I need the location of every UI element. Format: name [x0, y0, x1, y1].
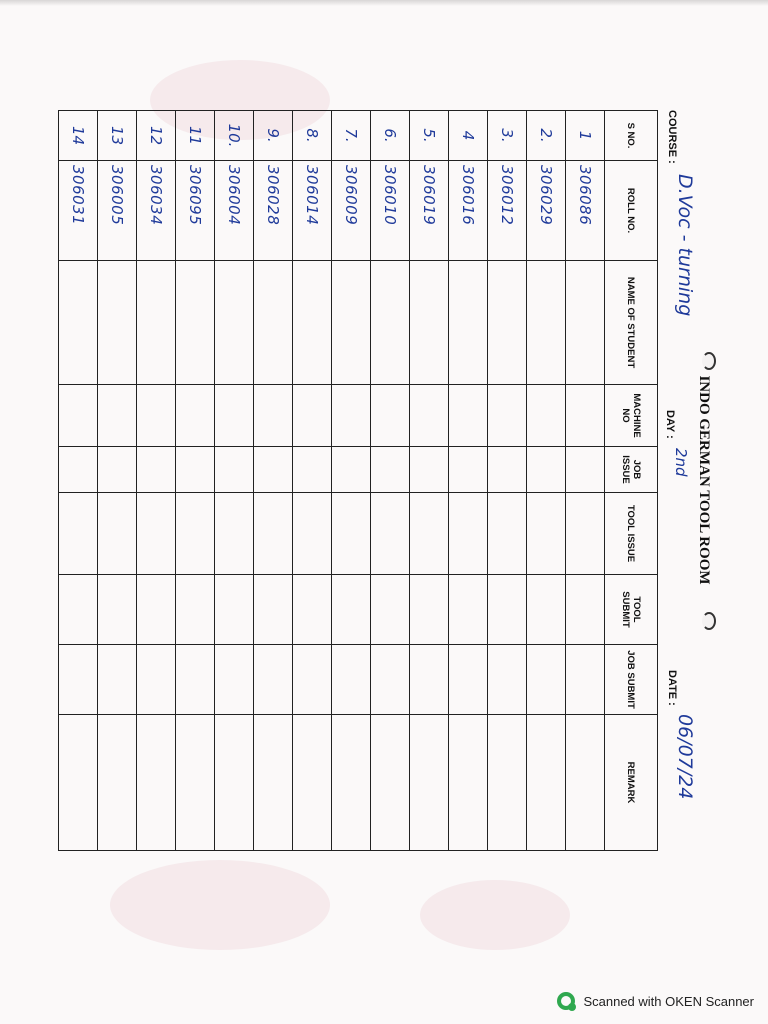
- serial-number-cell: 5.: [410, 111, 449, 161]
- empty-cell: [566, 261, 605, 385]
- empty-cell: [176, 645, 215, 715]
- date-label: DATE :: [666, 670, 678, 706]
- empty-cell: [98, 493, 137, 575]
- page-title: INDO GERMAN TOOL ROOM: [696, 375, 712, 585]
- empty-cell: [410, 715, 449, 851]
- roll-number-cell: 306005: [98, 161, 137, 261]
- empty-cell: [254, 575, 293, 645]
- empty-cell: [527, 261, 566, 385]
- course-value: D.Voc - turning: [674, 174, 696, 317]
- empty-cell: [254, 493, 293, 575]
- empty-cell: [371, 715, 410, 851]
- empty-cell: [332, 645, 371, 715]
- column-header: NAME OF STUDENT: [605, 261, 658, 385]
- empty-cell: [566, 645, 605, 715]
- empty-cell: [254, 261, 293, 385]
- empty-cell: [215, 645, 254, 715]
- empty-cell: [371, 575, 410, 645]
- empty-cell: [488, 493, 527, 575]
- table-row: [59, 111, 98, 851]
- roll-number-cell: 306034: [137, 161, 176, 261]
- empty-cell: [176, 447, 215, 493]
- serial-number-cell: 13: [98, 111, 137, 161]
- roll-number-cell: 306086: [566, 161, 605, 261]
- empty-cell: [293, 715, 332, 851]
- empty-cell: [371, 645, 410, 715]
- course-label: COURSE :: [666, 110, 678, 164]
- empty-cell: [332, 261, 371, 385]
- attendance-sheet: [69, 110, 712, 850]
- serial-number-cell: 8.: [293, 111, 332, 161]
- roll-number-cell: 306010: [371, 161, 410, 261]
- empty-cell: [137, 261, 176, 385]
- day-value: 2nd: [672, 448, 690, 477]
- empty-cell: [254, 447, 293, 493]
- table-row: [449, 111, 488, 851]
- table-header-row: [605, 111, 658, 851]
- empty-cell: [410, 493, 449, 575]
- table-row: [98, 111, 137, 851]
- empty-cell: [137, 575, 176, 645]
- empty-cell: [215, 385, 254, 447]
- empty-cell: [566, 447, 605, 493]
- scanner-text: Scanned with OKEN Scanner: [583, 993, 754, 1009]
- empty-cell: [98, 575, 137, 645]
- scanner-watermark: [557, 992, 754, 1010]
- empty-cell: [254, 385, 293, 447]
- serial-number-cell: 2.: [527, 111, 566, 161]
- serial-number-cell: 6.: [371, 111, 410, 161]
- table-row: [332, 111, 371, 851]
- empty-cell: [254, 645, 293, 715]
- oken-scanner-logo-icon: [557, 992, 575, 1010]
- empty-cell: [176, 575, 215, 645]
- empty-cell: [527, 715, 566, 851]
- serial-number-cell: 4: [449, 111, 488, 161]
- roll-number-cell: 306028: [254, 161, 293, 261]
- empty-cell: [527, 575, 566, 645]
- empty-cell: [449, 715, 488, 851]
- empty-cell: [332, 447, 371, 493]
- empty-cell: [449, 645, 488, 715]
- column-header: JOB ISSUE: [605, 447, 658, 493]
- empty-cell: [137, 385, 176, 447]
- empty-cell: [449, 385, 488, 447]
- empty-cell: [215, 261, 254, 385]
- table-row: [254, 111, 293, 851]
- serial-number-cell: 3.: [488, 111, 527, 161]
- column-header: REMARK: [605, 715, 658, 851]
- empty-cell: [215, 447, 254, 493]
- roll-number-cell: 306095: [176, 161, 215, 261]
- empty-cell: [254, 715, 293, 851]
- empty-cell: [215, 575, 254, 645]
- roll-number-cell: 306004: [215, 161, 254, 261]
- empty-cell: [137, 447, 176, 493]
- empty-cell: [527, 447, 566, 493]
- empty-cell: [59, 385, 98, 447]
- empty-cell: [137, 493, 176, 575]
- empty-cell: [410, 645, 449, 715]
- empty-cell: [293, 493, 332, 575]
- empty-cell: [59, 447, 98, 493]
- empty-cell: [527, 645, 566, 715]
- empty-cell: [410, 261, 449, 385]
- serial-number-cell: 7.: [332, 111, 371, 161]
- empty-cell: [176, 715, 215, 851]
- empty-cell: [371, 447, 410, 493]
- empty-cell: [449, 261, 488, 385]
- empty-cell: [488, 645, 527, 715]
- empty-cell: [488, 715, 527, 851]
- serial-number-cell: 11: [176, 111, 215, 161]
- empty-cell: [488, 385, 527, 447]
- roll-number-cell: 306031: [59, 161, 98, 261]
- serial-number-cell: 1: [566, 111, 605, 161]
- empty-cell: [449, 575, 488, 645]
- empty-cell: [137, 715, 176, 851]
- empty-cell: [98, 385, 137, 447]
- empty-cell: [98, 715, 137, 851]
- empty-cell: [332, 385, 371, 447]
- paper-stain: [420, 880, 570, 950]
- empty-cell: [137, 645, 176, 715]
- empty-cell: [488, 261, 527, 385]
- serial-number-cell: 9.: [254, 111, 293, 161]
- empty-cell: [488, 575, 527, 645]
- roll-number-cell: 306029: [527, 161, 566, 261]
- table-row: [293, 111, 332, 851]
- table-row: [566, 111, 605, 851]
- empty-cell: [293, 447, 332, 493]
- column-header: S NO.: [605, 111, 658, 161]
- day-label: DAY :: [664, 410, 676, 439]
- column-header: MACHINE NO: [605, 385, 658, 447]
- date-value: 06/07/24: [674, 714, 696, 800]
- empty-cell: [332, 575, 371, 645]
- empty-cell: [215, 493, 254, 575]
- empty-cell: [566, 493, 605, 575]
- roll-number-cell: 306014: [293, 161, 332, 261]
- empty-cell: [59, 493, 98, 575]
- scan-top-edge: [0, 0, 768, 6]
- table-row: [488, 111, 527, 851]
- empty-cell: [371, 493, 410, 575]
- empty-cell: [371, 385, 410, 447]
- roll-number-cell: 306019: [410, 161, 449, 261]
- empty-cell: [176, 261, 215, 385]
- serial-number-cell: 10.: [215, 111, 254, 161]
- table-row: [371, 111, 410, 851]
- table-row: [215, 111, 254, 851]
- empty-cell: [566, 715, 605, 851]
- serial-number-cell: 12: [137, 111, 176, 161]
- empty-cell: [566, 575, 605, 645]
- column-header: TOOL SUBMIT: [605, 575, 658, 645]
- roll-number-cell: 306009: [332, 161, 371, 261]
- paper-stain: [110, 860, 330, 950]
- empty-cell: [293, 645, 332, 715]
- empty-cell: [59, 261, 98, 385]
- empty-cell: [293, 575, 332, 645]
- table-row: [527, 111, 566, 851]
- empty-cell: [215, 715, 254, 851]
- empty-cell: [98, 645, 137, 715]
- empty-cell: [332, 715, 371, 851]
- table-row: [410, 111, 449, 851]
- roll-number-cell: 306012: [488, 161, 527, 261]
- empty-cell: [176, 385, 215, 447]
- empty-cell: [371, 261, 410, 385]
- empty-cell: [293, 261, 332, 385]
- empty-cell: [527, 493, 566, 575]
- empty-cell: [488, 447, 527, 493]
- empty-cell: [98, 261, 137, 385]
- empty-cell: [410, 385, 449, 447]
- roll-number-cell: 306016: [449, 161, 488, 261]
- empty-cell: [566, 385, 605, 447]
- empty-cell: [59, 715, 98, 851]
- column-header: ROLL NO.: [605, 161, 658, 261]
- table-body: [59, 111, 605, 851]
- empty-cell: [449, 493, 488, 575]
- serial-number-cell: 14: [59, 111, 98, 161]
- empty-cell: [176, 493, 215, 575]
- empty-cell: [410, 575, 449, 645]
- column-header: TOOL ISSUE: [605, 493, 658, 575]
- empty-cell: [410, 447, 449, 493]
- empty-cell: [332, 493, 371, 575]
- empty-cell: [98, 447, 137, 493]
- table-row: [137, 111, 176, 851]
- empty-cell: [449, 447, 488, 493]
- empty-cell: [59, 645, 98, 715]
- register-table: [58, 110, 658, 851]
- empty-cell: [527, 385, 566, 447]
- column-header: JOB SUBMIT: [605, 645, 658, 715]
- table-row: [176, 111, 215, 851]
- empty-cell: [293, 385, 332, 447]
- empty-cell: [59, 575, 98, 645]
